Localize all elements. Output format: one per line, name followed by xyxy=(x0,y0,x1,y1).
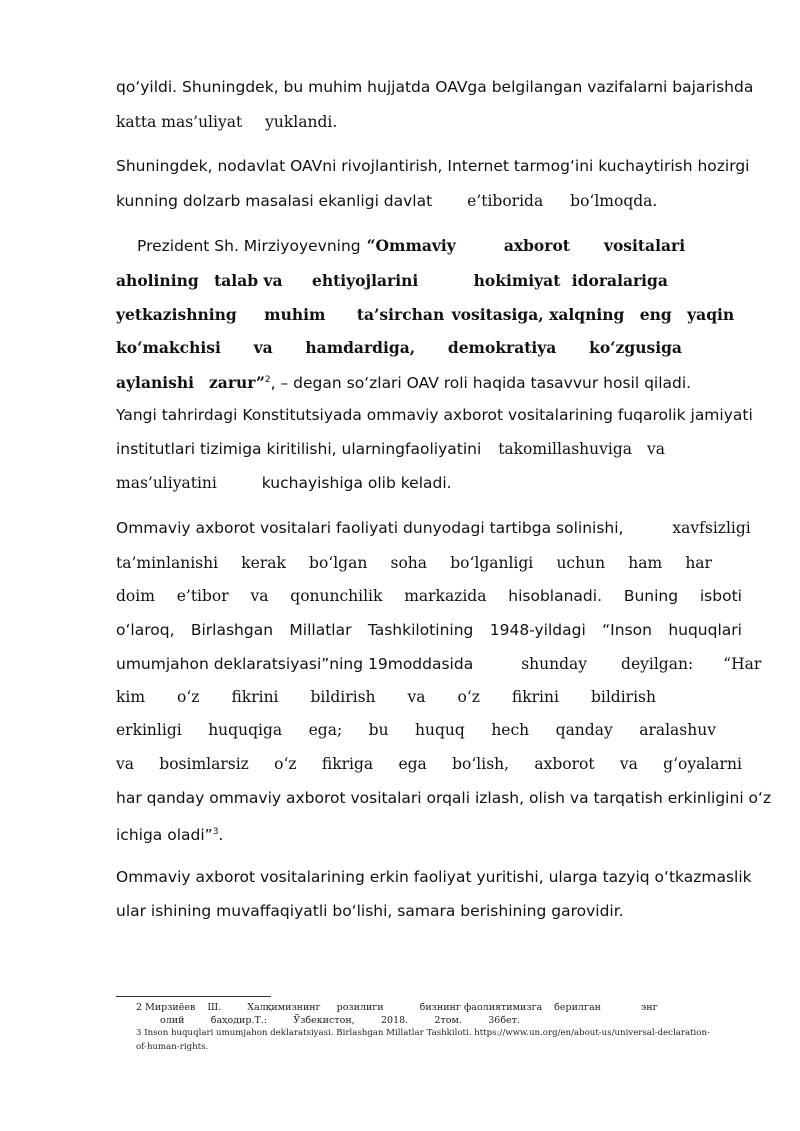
quote-span: hokimiyat xyxy=(473,271,561,290)
paragraph-2-line-1 xyxy=(116,156,750,176)
footnote-text: баҳодир.Т.: xyxy=(210,1015,268,1026)
text-span: e’tibor xyxy=(176,587,229,605)
text-span: huquqiga xyxy=(208,721,283,739)
quote-span: koʻzgusiga xyxy=(589,338,682,357)
quote-span: talab xyxy=(214,271,259,290)
text-span: xavfsizligi xyxy=(672,519,751,537)
text-span: va xyxy=(646,440,665,458)
quote-span: aylanishi xyxy=(116,373,195,393)
text-span: bu xyxy=(368,721,389,739)
text-span: Yangi tahrirdagi Konstitutsiyada ommaviy axborot vositalarining fuqarolik jamiyati xyxy=(116,406,753,424)
quote-span: aholining xyxy=(116,271,199,290)
footnote-3-line-2 xyxy=(136,1041,742,1054)
text-span: Prezident Sh. Mirziyoyevning xyxy=(137,237,361,255)
footnote-text: берилган xyxy=(554,1002,601,1013)
paragraph-6-line-1 xyxy=(116,867,752,887)
text-span: soha xyxy=(390,554,428,572)
text-span: oʻlaroq, xyxy=(116,621,175,639)
paragraph-1-line-1 xyxy=(116,77,754,97)
footnote-ref-2[interactable]: 2 xyxy=(264,375,271,385)
text-span: har xyxy=(685,554,712,572)
footnote-text: 2 Мирзиёев xyxy=(136,1002,196,1013)
text-span: Tashkilotining xyxy=(367,621,474,639)
text-span: va xyxy=(250,587,269,605)
text-span: Birlashgan xyxy=(190,621,274,639)
text-span: boʻlganligi xyxy=(450,554,534,572)
text-span: qonunchilik xyxy=(290,587,383,605)
text-span: boʻlish, xyxy=(452,755,510,773)
text-span: kerak xyxy=(241,554,286,572)
text-span: axborot xyxy=(534,755,595,773)
text-span: boʻlgan xyxy=(309,554,368,572)
text-span: 1948-yildagi xyxy=(489,621,586,639)
quote-span: vositasiga, xyxy=(451,305,544,324)
text-span: huquq xyxy=(415,721,465,739)
text-span: kuchayishiga olib keladi. xyxy=(261,474,452,492)
footnote-text: Ўзбекистон, xyxy=(293,1015,355,1026)
text-span: yuklandi. xyxy=(265,113,338,131)
text-span: kim xyxy=(116,688,146,706)
text-span: doim xyxy=(116,587,155,605)
text-span: va xyxy=(407,688,426,706)
text-span: “Har xyxy=(723,655,762,673)
paragraph-5-line-1 xyxy=(116,518,751,538)
text-span: oʻz xyxy=(177,688,200,706)
footnote-text: 2том. xyxy=(434,1015,462,1026)
paragraph-5-line-4 xyxy=(116,620,742,640)
text-span: ega xyxy=(398,755,427,773)
quote-span: va xyxy=(253,338,273,357)
footnote-text: олий xyxy=(160,1015,185,1026)
text-span: shunday xyxy=(521,655,588,673)
text-span: va xyxy=(619,755,638,773)
footnote-ref-3[interactable]: 3 xyxy=(212,827,219,837)
text-span: e’tiborida xyxy=(467,192,544,210)
text-span: ular ishining muvaffaqiyatli boʻlishi, samara berishining garovidir. xyxy=(116,902,624,920)
quote-span: axborot xyxy=(503,236,570,255)
text-span: uchun xyxy=(556,554,606,572)
text-span: ta’minlanishi xyxy=(116,554,219,572)
quote-span: hamdardiga, xyxy=(305,338,416,357)
footnote-2-line-2 xyxy=(160,1014,520,1027)
footnote-link[interactable]: of-human-rights. xyxy=(136,1042,209,1052)
text-span: qoʻyildi. Shuningdek, bu muhim hujjatda OAVga belgilangan vazifalarni bajarishda xyxy=(116,78,754,96)
text-span: markazida xyxy=(404,587,487,605)
paragraph-4-line-3 xyxy=(116,473,742,493)
text-span: kunning dolzarb masalasi ekanligi davlat xyxy=(116,192,433,210)
footnote-text: Ш. xyxy=(207,1002,222,1013)
text-span: aralashuv xyxy=(639,721,716,739)
quote-span: muhim xyxy=(264,305,326,324)
text-span: institutlari tizimiga kiritilishi, ularningfaoliyatini xyxy=(116,440,482,458)
text-span: ichiga oladi” xyxy=(116,826,213,845)
text-span: takomillashuviga xyxy=(498,440,632,458)
quote-span: koʻmakchisi xyxy=(116,338,221,357)
quote-span: ehtiyojlarini xyxy=(311,271,419,290)
paragraph-5-line-9 xyxy=(116,788,772,808)
text-span: bildirish xyxy=(590,688,656,706)
text-span: isboti xyxy=(699,587,742,605)
quote-span: demokratiya xyxy=(447,338,557,357)
footnote-text: 2018. xyxy=(380,1015,409,1026)
paragraph-5-line-7 xyxy=(116,720,716,740)
text-span: Millatlar xyxy=(289,621,352,639)
text-span: Ommaviy axborot vositalarining erkin faoliyat yuritishi, ularga tazyiq oʻtkazmaslik xyxy=(116,868,752,886)
text-span: fikrini xyxy=(231,688,279,706)
footnote-text: 36бет. xyxy=(488,1015,520,1026)
text-span: har qanday ommaviy axborot vositalari orqali izlash, olish va tarqatish erkinligini oʻz xyxy=(116,789,772,807)
paragraph-5-line-3 xyxy=(116,586,742,606)
text-span: . xyxy=(218,826,224,845)
text-span: umumjahon deklaratsiyasi”ning 19moddasida xyxy=(116,655,474,673)
text-span: gʻoyalarni xyxy=(663,755,742,773)
footnote-text: 3 Inson huquqlari umumjahon deklaratsiyasi. Birlashgan Millatlar Tashkiloti. https://www.un.org/en/about-us/universal-declaration- xyxy=(136,1028,710,1038)
paragraph-3-line-4 xyxy=(116,338,682,358)
text-span: “Inson xyxy=(602,621,652,639)
text-span: erkinligi xyxy=(116,721,182,739)
paragraph-4-line-1 xyxy=(116,405,753,425)
text-span: fikriga xyxy=(321,755,374,773)
footnote-2-line-1 xyxy=(136,1001,706,1014)
text-span: boʻlmoqda. xyxy=(570,192,658,210)
paragraph-1-line-2 xyxy=(116,112,742,132)
text-span: huquqlari xyxy=(668,621,742,639)
paragraph-5-line-2 xyxy=(116,553,712,573)
paragraph-5-line-5 xyxy=(116,654,762,674)
text-span: ham xyxy=(628,554,663,572)
text-span: va xyxy=(116,755,134,773)
footnote-text: розилиги xyxy=(336,1002,384,1013)
text-span: mas’uliyatini xyxy=(116,474,217,492)
quote-span: idoralariga xyxy=(571,271,668,290)
quote-span: eng xyxy=(639,305,672,324)
footnote-separator xyxy=(116,996,271,997)
text-span: oʻz xyxy=(457,688,480,706)
paragraph-4-line-2 xyxy=(116,439,742,459)
quote-span: ta’sirchan xyxy=(356,305,445,324)
text-span: deyilgan: xyxy=(621,655,694,673)
text-span: Shuningdek, nodavlat OAVni rivojlantirish, Internet tarmogʻini kuchaytirish hozirgi xyxy=(116,157,750,175)
text-span: fikrini xyxy=(511,688,559,706)
quote-span: yetkazishning xyxy=(116,305,237,324)
quote-span: zarur” xyxy=(208,373,265,393)
paragraph-3-line-3 xyxy=(116,305,742,325)
paragraph-3-line-2 xyxy=(116,271,742,291)
footnote-text: Халқимизнинг xyxy=(247,1002,321,1013)
quote-span: yaqin xyxy=(687,305,735,324)
footnote-text: бизнинг фаолиятимизга xyxy=(419,1002,543,1013)
text-span: Buning xyxy=(623,587,679,605)
text-span: bosimlarsiz xyxy=(159,755,249,773)
paragraph-5-line-6 xyxy=(116,687,656,707)
text-span: katta mas’uliyat xyxy=(116,113,243,131)
paragraph-6-line-2 xyxy=(116,901,742,921)
footnote-3-line-1 xyxy=(136,1027,742,1040)
paragraph-5-line-10 xyxy=(116,822,742,845)
paragraph-5-line-8 xyxy=(116,754,742,774)
text-span: ega; xyxy=(308,721,343,739)
text-span: hech xyxy=(491,721,530,739)
paragraph-3-line-1 xyxy=(137,236,686,256)
quote-span: vositalari xyxy=(603,236,686,255)
quote-span: “Ommaviy xyxy=(366,236,456,255)
text-span: bildirish xyxy=(310,688,376,706)
text-span: , – degan soʻzlari OAV roli haqida tasavvur hosil qiladi. xyxy=(270,374,692,393)
paragraph-2-line-2 xyxy=(116,191,742,211)
paragraph-3-line-5 xyxy=(116,370,742,393)
quote-span: va xyxy=(263,271,283,290)
quote-span: xalqning xyxy=(549,305,625,324)
text-span: oʻz xyxy=(274,755,297,773)
text-span: hisoblanadi. xyxy=(508,587,603,605)
text-span: Ommaviy axborot vositalari faoliyati dunyodagi tartibga solinishi, xyxy=(116,519,624,537)
text-span: qanday xyxy=(555,721,613,739)
footnote-text: энг xyxy=(640,1002,658,1013)
